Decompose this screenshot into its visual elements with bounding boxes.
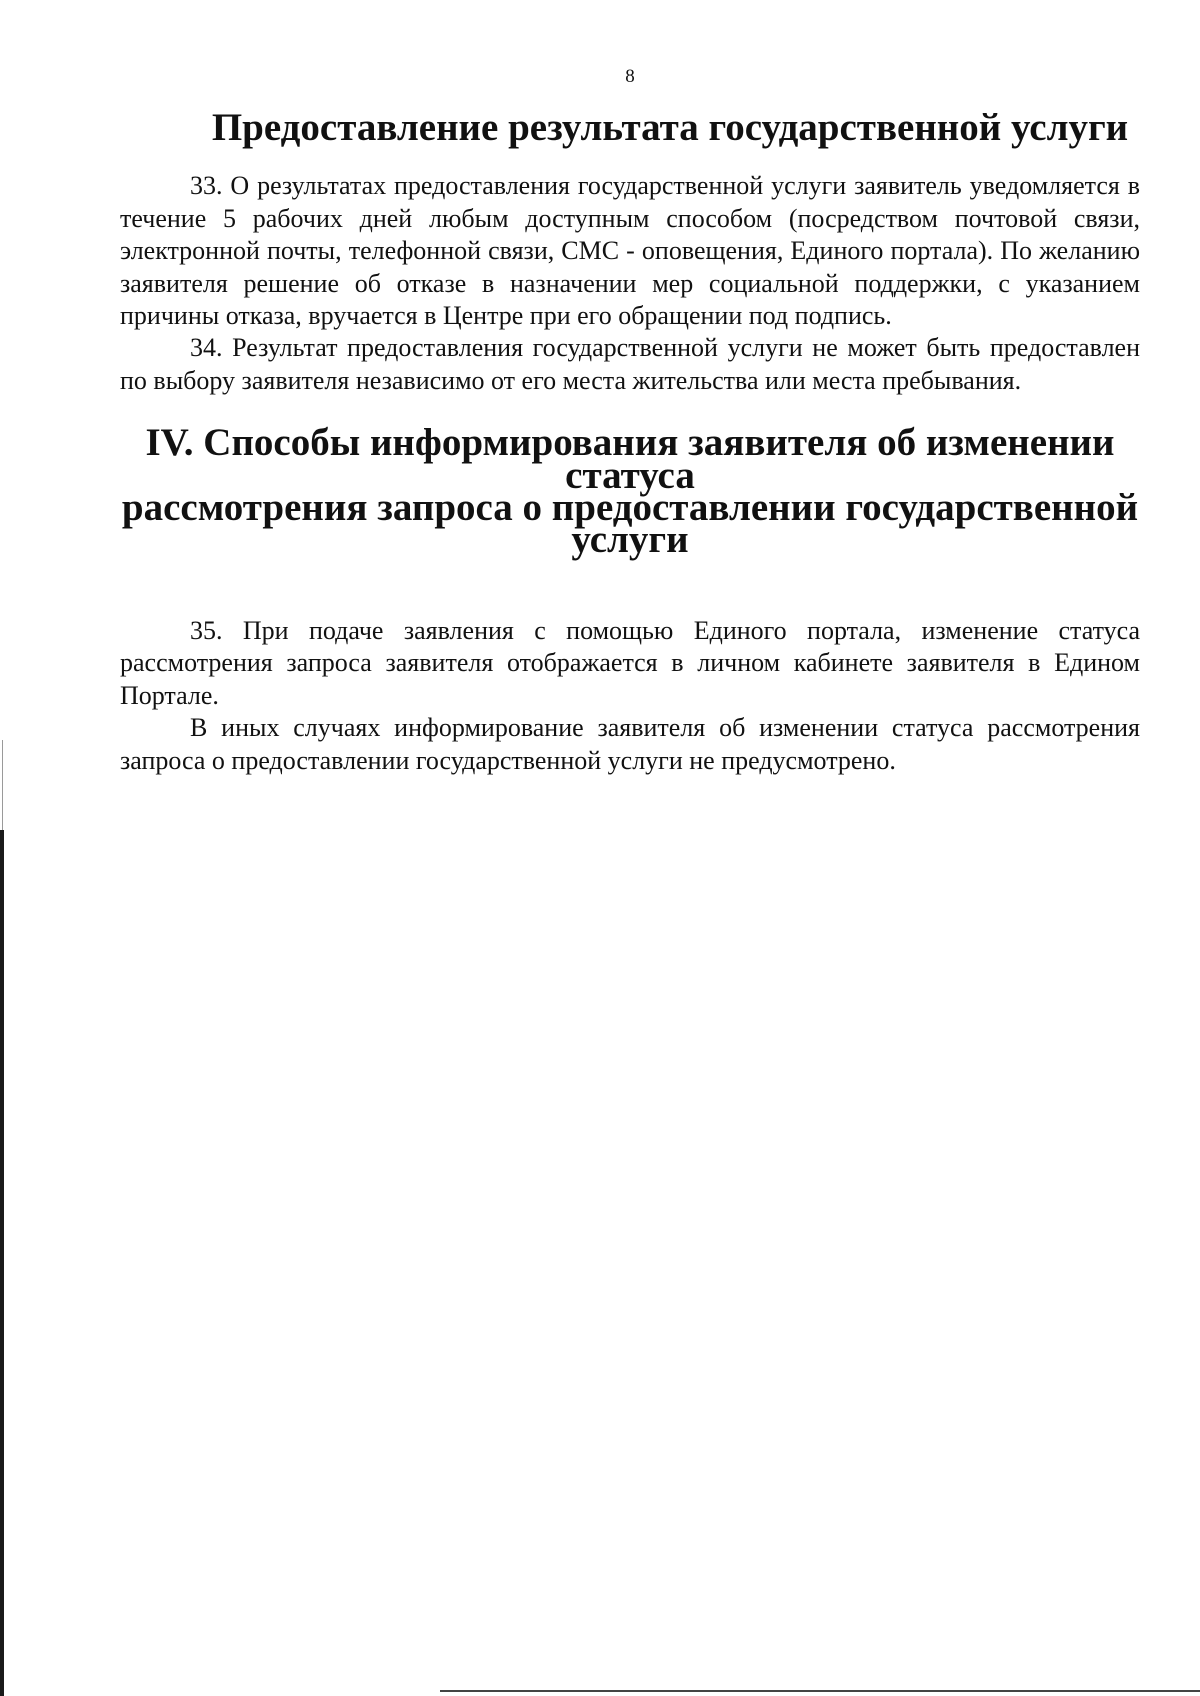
section-heading-iv <box>120 421 1140 562</box>
section-heading-iv-line2: рассмотрения запроса о предоставлении государственной услуги <box>121 486 1139 562</box>
bottom-rule <box>440 1690 1200 1692</box>
section-heading-iv-line1: IV. Способы информирования заявителя об изменении статуса <box>145 421 1115 497</box>
document-body <box>120 106 1140 777</box>
page-number: 8 <box>625 66 635 87</box>
paragraph-33: 33. О результатах предоставления государственной услуги заявитель уведомляется в течение 5 рабочих дней любым доступным способом (посредством почтовой связи, электронной почты, телефонной связи, СМС - оповещения, Единого портала). По желанию заявителя решение об отказе в назначении мер социальной поддержки, с указанием причины отказа, вручается в Центре при его обращении под подпись. <box>120 171 1140 331</box>
section-heading-result: Предоставление результата государственной услуги <box>211 106 1129 149</box>
paragraph-34: 34. Результат предоставления государственной услуги не может быть предоставлен по выбору заявителя независимо от его места жительства или места пребывания. <box>120 333 1140 395</box>
paragraph-other-cases: В иных случаях информирование заявителя об изменении статуса рассмотрения запроса о предоставлении государственной услуги не предусмотрено. <box>120 713 1140 775</box>
paragraph-35: 35. При подаче заявления с помощью Единого портала, изменение статуса рассмотрения запроса заявителя отображается в личном кабинете заявителя в Едином Портале. <box>120 615 1140 710</box>
scan-edge <box>0 830 4 1696</box>
scan-edge-faint <box>2 740 3 830</box>
